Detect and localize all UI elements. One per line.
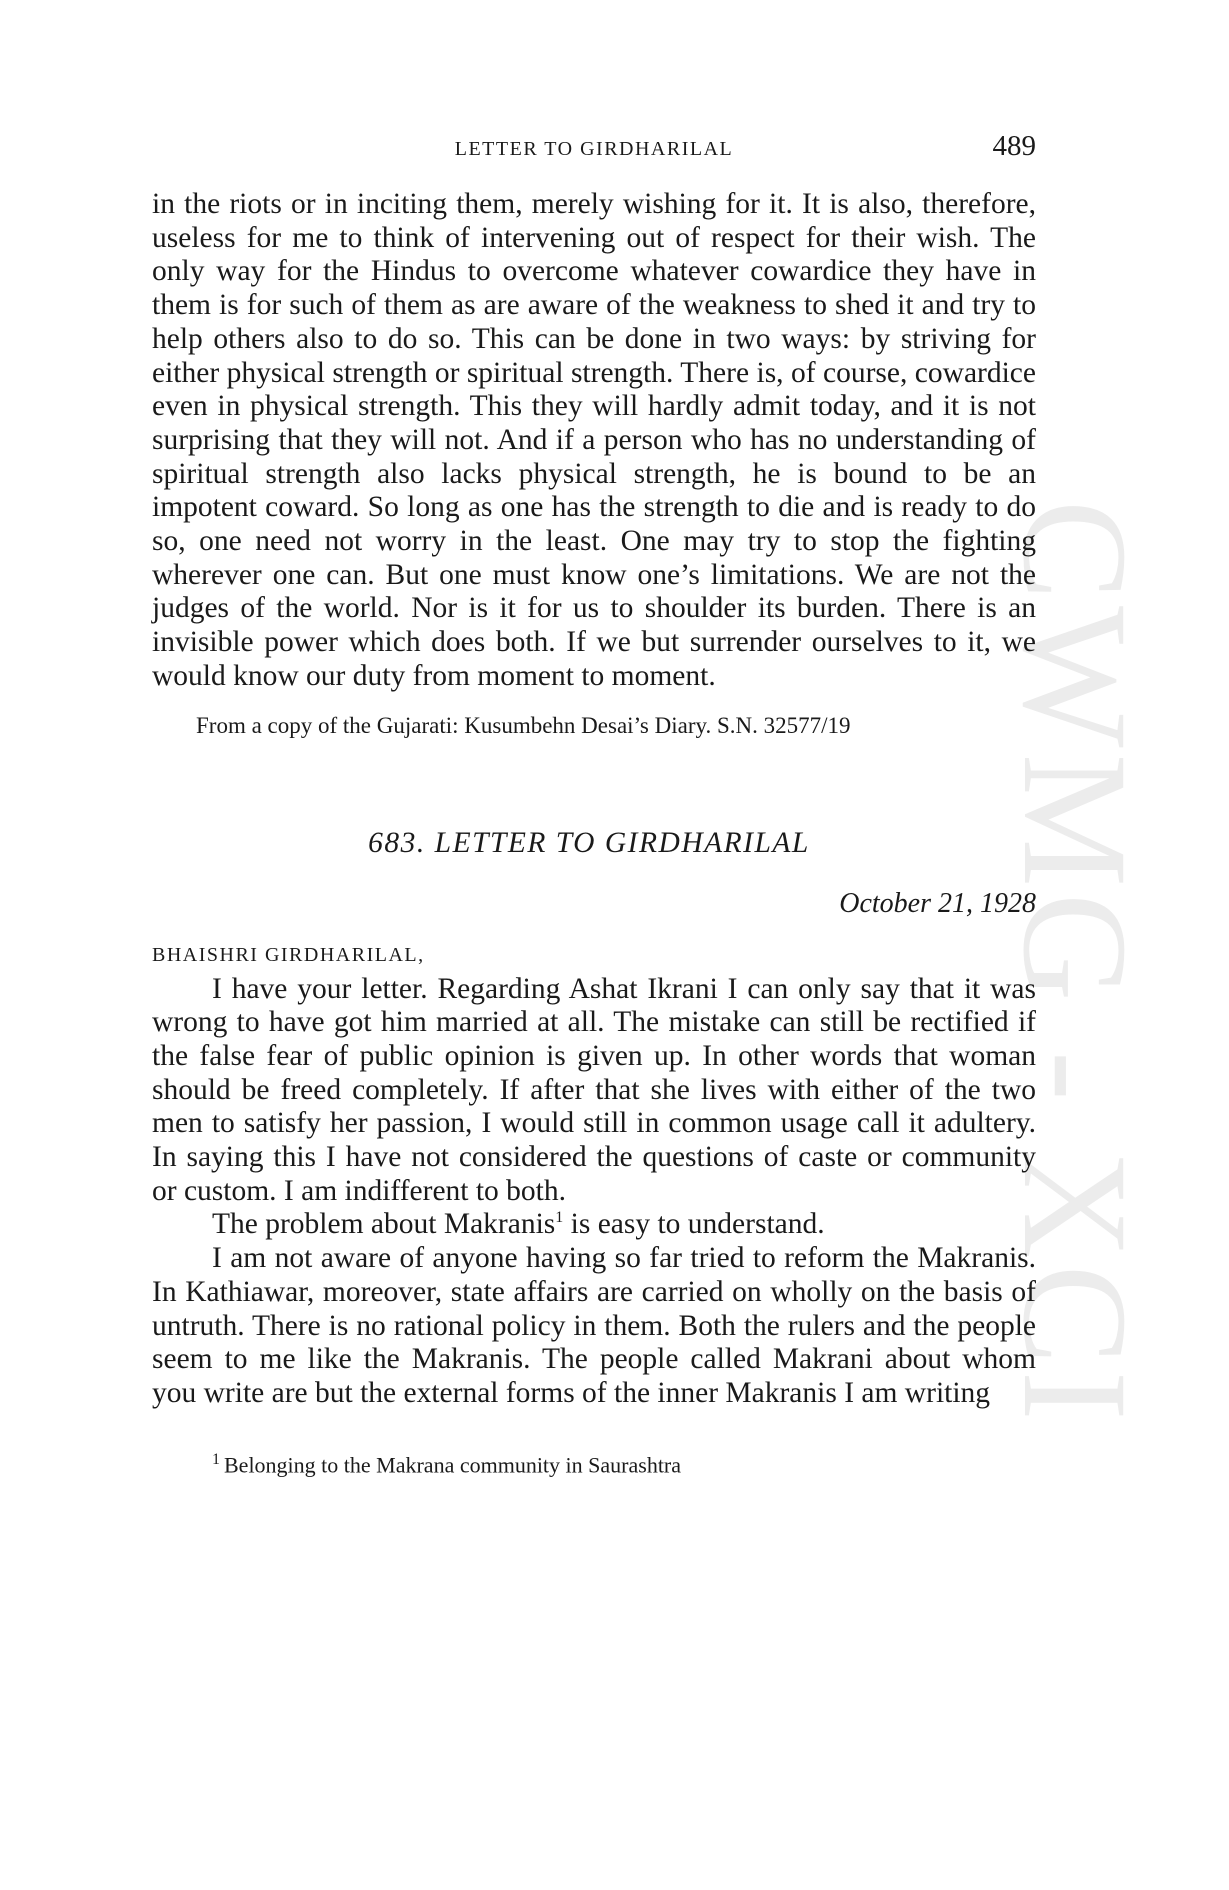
continuation-paragraph: in the riots or in inciting them, merely wishing for it. It is also, therefore, useless for me to think of intervening out of respect for their wish. The only way for the Hindus to overcome whatever cowardice they have in them is for such of them as are aware of the weakness to shed it and try to help others also to do so. This can be done in two ways: by striving for either physical strength or spiritual strength. There is, of course, cowardice even in physical strength. This they will hardly admit today, and it is not surprising that they will not. And if a person who has no understanding of spiritual strength also lacks physical strength, he is bound to be an impotent coward. So long as one has the strength to die and is ready to do so, one need not worry in the least. One may try to stop the fighting wherever one can. But one must know one’s limitations. We are not the judges of the world. Nor is it for us to shoulder its burden. There is an invisible power which does both. If we but surrender ourselves to it, we would know our duty from moment to moment. (152, 188, 1036, 692)
watermark: CWMG - XCI (992, 500, 1158, 1427)
footnote-text: Belonging to the Makrana community in Saurashtra (224, 1452, 682, 1478)
source-note: From a copy of the Gujarati: Kusumbehn Desai’s Diary. S.N. 32577/19 (196, 712, 851, 738)
running-head (152, 128, 1036, 168)
letter-paragraph-3: I am not aware of anyone having so far tried to reform the Makranis. In Kathiawar, moreover, state affairs are carried on wholly on the basis of untruth. There is no rational policy in them. Both the rulers and the people seem to me like the Makranis. The people called Makrani about whom you write are but the external forms of the inner Makranis I am writing (152, 1242, 1036, 1409)
letter-paragraph-2 (152, 1208, 1036, 1242)
letter-paragraph-2-text-end: is easy to understand. (563, 1208, 825, 1241)
running-head-title: LETTER TO GIRDHARILAL (454, 138, 734, 160)
page-number: 489 (992, 130, 1036, 162)
footnote-reference: 1 (555, 1209, 564, 1227)
letter-heading: 683. LETTER TO GIRDHARILAL (368, 826, 810, 859)
footnote (152, 1451, 1036, 1478)
letter-paragraph-2-text: The problem about Makranis (212, 1208, 556, 1241)
page (152, 128, 1036, 1478)
salutation: BHAISHRI GIRDHARILAL, (152, 943, 425, 966)
letter-paragraph-1: I have your letter. Regarding Ashat Ikrani I can only say that it was wrong to have got him married at all. The mistake can still be rectified if the false fear of public opinion is given up. In other words that woman should be freed completely. If after that she lives with either of the two men to satisfy her passion, I would still in common usage call it adultery. In saying this I have not considered the questions of caste or community or custom. I am indifferent to both. (152, 972, 1036, 1207)
letter-date: October 21, 1928 (839, 887, 1036, 919)
footnote-mark: 1 (212, 1450, 220, 1468)
